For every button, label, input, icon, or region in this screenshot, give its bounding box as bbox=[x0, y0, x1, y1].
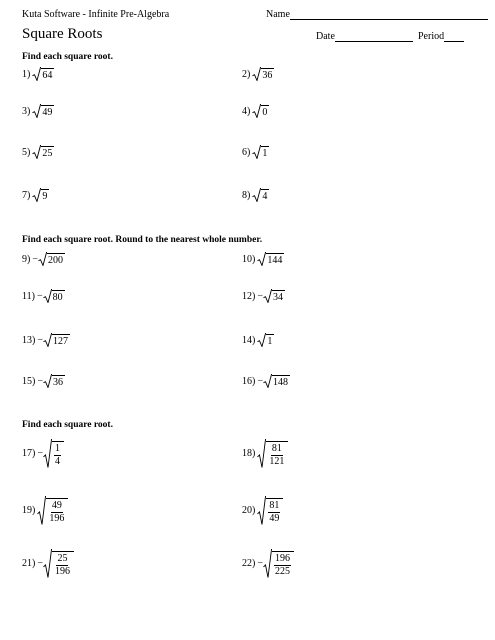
problem-number: 1) bbox=[22, 68, 31, 80]
problem-item bbox=[22, 289, 65, 303]
problem-number: 10) bbox=[242, 253, 256, 265]
radical-sign-icon bbox=[32, 145, 41, 159]
radicand: 4 bbox=[262, 191, 268, 202]
problem-number: 8) bbox=[242, 189, 251, 201]
numerator: 196 bbox=[274, 553, 290, 564]
radical-sign-icon bbox=[37, 496, 46, 525]
denominator: 4 bbox=[54, 456, 60, 467]
problem-item bbox=[22, 67, 54, 81]
negative-sign: − bbox=[37, 334, 43, 346]
square-root bbox=[252, 67, 274, 81]
radicand: 200 bbox=[47, 255, 63, 266]
fraction bbox=[46, 498, 68, 525]
radical-sign-icon bbox=[32, 188, 41, 202]
square-root bbox=[32, 104, 54, 118]
problem-number: 11) bbox=[22, 290, 35, 302]
radical-sign-icon bbox=[38, 252, 47, 266]
radicand: 144 bbox=[267, 255, 283, 266]
date-blank bbox=[335, 31, 413, 42]
square-root bbox=[43, 333, 70, 347]
numerator: 49 bbox=[51, 500, 62, 511]
radical-sign-icon bbox=[43, 549, 52, 578]
section-2-instruction: Find each square root. Round to the nearest whole number. bbox=[22, 235, 263, 245]
problem-item bbox=[242, 496, 283, 525]
radical-sign-icon bbox=[257, 252, 266, 266]
radical-sign-icon bbox=[263, 289, 272, 303]
square-root-fraction bbox=[43, 439, 64, 468]
problem-number: 22) bbox=[242, 558, 256, 569]
negative-sign: − bbox=[32, 253, 38, 265]
problem-item bbox=[22, 252, 65, 266]
problem-number: 6) bbox=[242, 146, 251, 158]
problem-item bbox=[242, 104, 269, 118]
radical-sign-icon bbox=[32, 67, 41, 81]
radicand: 1 bbox=[267, 336, 273, 347]
negative-sign: − bbox=[257, 290, 263, 302]
problem-item bbox=[242, 333, 274, 347]
problem-number: 3) bbox=[22, 105, 31, 117]
problem-number: 9) bbox=[22, 253, 31, 265]
negative-sign: − bbox=[37, 558, 43, 569]
problem-number: 13) bbox=[22, 334, 36, 346]
name-label: Name bbox=[266, 9, 290, 20]
problem-item bbox=[242, 252, 284, 266]
page-title: Square Roots bbox=[22, 26, 103, 42]
radical-sign-icon bbox=[263, 374, 272, 388]
radical-sign-icon bbox=[263, 549, 272, 578]
problem-number: 20) bbox=[242, 505, 256, 516]
denominator: 196 bbox=[49, 513, 65, 524]
fraction bbox=[52, 551, 74, 578]
radicand: 34 bbox=[272, 292, 283, 303]
negative-sign: − bbox=[257, 375, 263, 387]
radicand: 64 bbox=[42, 70, 53, 81]
problem-item bbox=[242, 549, 294, 578]
radicand: 1 bbox=[262, 148, 268, 159]
radicand: 127 bbox=[52, 336, 68, 347]
radical-sign-icon bbox=[43, 374, 52, 388]
date-field[interactable] bbox=[316, 31, 413, 42]
problem-item bbox=[22, 374, 65, 388]
period-field[interactable] bbox=[418, 31, 464, 42]
publisher-line: Kuta Software - Infinite Pre-Algebra bbox=[22, 9, 170, 20]
fraction bbox=[266, 441, 288, 468]
problem-item bbox=[22, 145, 54, 159]
problem-item bbox=[242, 439, 288, 468]
radicand: 80 bbox=[52, 292, 63, 303]
negative-sign: − bbox=[37, 448, 43, 459]
problem-item bbox=[242, 145, 269, 159]
problem-item bbox=[22, 104, 54, 118]
radical-sign-icon bbox=[257, 439, 266, 468]
problem-number: 18) bbox=[242, 448, 256, 459]
problem-number: 4) bbox=[242, 105, 251, 117]
square-root bbox=[252, 104, 269, 118]
problem-number: 2) bbox=[242, 68, 251, 80]
problem-number: 12) bbox=[242, 290, 256, 302]
numerator: 1 bbox=[54, 443, 60, 454]
date-label: Date bbox=[316, 31, 335, 42]
problem-number: 16) bbox=[242, 375, 256, 387]
radicand: 49 bbox=[42, 107, 53, 118]
problem-number: 14) bbox=[242, 334, 256, 346]
radicand: 0 bbox=[262, 107, 268, 118]
numerator: 81 bbox=[271, 443, 282, 454]
negative-sign: − bbox=[37, 375, 43, 387]
radical-sign-icon bbox=[252, 145, 261, 159]
radical-sign-icon bbox=[257, 496, 266, 525]
radical-sign-icon bbox=[252, 67, 261, 81]
square-root bbox=[252, 188, 269, 202]
denominator: 225 bbox=[274, 566, 290, 577]
problem-number: 15) bbox=[22, 375, 36, 387]
radical-sign-icon bbox=[252, 188, 261, 202]
denominator: 121 bbox=[269, 456, 285, 467]
square-root bbox=[43, 289, 65, 303]
problem-item bbox=[242, 67, 274, 81]
radical-sign-icon bbox=[257, 333, 266, 347]
square-root bbox=[263, 289, 285, 303]
radicand: 36 bbox=[52, 377, 63, 388]
radical-sign-icon bbox=[43, 289, 52, 303]
fraction bbox=[272, 551, 294, 578]
square-root-fraction bbox=[257, 439, 288, 468]
radical-sign-icon bbox=[252, 104, 261, 118]
problem-item bbox=[22, 188, 49, 202]
negative-sign: − bbox=[36, 290, 43, 302]
problem-item bbox=[242, 374, 290, 388]
radical-sign-icon bbox=[32, 104, 41, 118]
name-blank bbox=[290, 9, 488, 20]
section-3-instruction: Find each square root. bbox=[22, 420, 113, 430]
problem-number: 17) bbox=[22, 448, 36, 459]
square-root bbox=[252, 145, 269, 159]
square-root bbox=[32, 67, 54, 81]
problem-item bbox=[242, 289, 285, 303]
radical-sign-icon bbox=[43, 439, 52, 468]
square-root bbox=[257, 252, 284, 266]
denominator: 49 bbox=[269, 513, 280, 524]
period-blank bbox=[444, 31, 464, 42]
square-root bbox=[263, 374, 290, 388]
radical-sign-icon bbox=[43, 333, 52, 347]
square-root-fraction bbox=[257, 496, 283, 525]
square-root bbox=[32, 188, 49, 202]
problem-item bbox=[242, 188, 269, 202]
square-root bbox=[257, 333, 274, 347]
problem-number: 21) bbox=[22, 558, 36, 569]
radicand: 25 bbox=[42, 148, 53, 159]
radicand: 148 bbox=[272, 377, 288, 388]
square-root-fraction bbox=[37, 496, 68, 525]
problem-number: 7) bbox=[22, 189, 31, 201]
problem-number: 19) bbox=[22, 505, 36, 516]
square-root bbox=[43, 374, 65, 388]
section-1-instruction: Find each square root. bbox=[22, 52, 113, 62]
problem-item bbox=[22, 439, 64, 468]
name-field[interactable] bbox=[266, 9, 488, 20]
problem-item bbox=[22, 496, 68, 525]
square-root-fraction bbox=[43, 549, 74, 578]
problem-number: 5) bbox=[22, 146, 31, 158]
problem-item bbox=[22, 549, 74, 578]
square-root bbox=[32, 145, 54, 159]
numerator: 81 bbox=[269, 500, 280, 511]
problem-item bbox=[22, 333, 70, 347]
numerator: 25 bbox=[57, 553, 68, 564]
fraction bbox=[266, 498, 283, 525]
radicand: 9 bbox=[42, 191, 48, 202]
square-root bbox=[38, 252, 65, 266]
period-label: Period bbox=[418, 31, 445, 42]
radicand: 36 bbox=[262, 70, 273, 81]
fraction bbox=[52, 441, 64, 468]
denominator: 196 bbox=[54, 566, 70, 577]
negative-sign: − bbox=[257, 558, 263, 569]
square-root-fraction bbox=[263, 549, 294, 578]
